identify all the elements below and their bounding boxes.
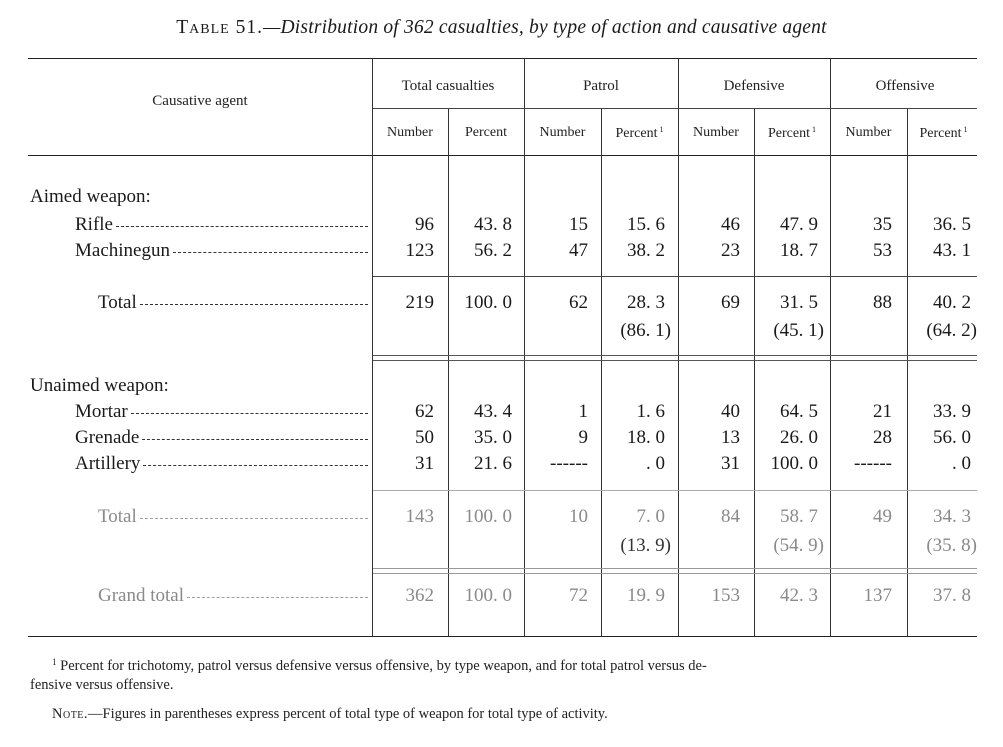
- cell: 143: [405, 506, 434, 527]
- row-label: [30, 292, 368, 314]
- section-label-unaimed: Unaimed weapon:: [30, 375, 169, 396]
- group-header-offensive: Offensive: [875, 78, 935, 94]
- top-rule: [28, 58, 977, 59]
- cell: 72: [569, 585, 588, 606]
- cell: 58. 7: [780, 506, 818, 527]
- row-label-text: Grenade: [75, 427, 140, 448]
- paren-cell: (45. 1): [773, 320, 824, 341]
- leader-dots: [143, 465, 368, 466]
- footnote: [52, 657, 982, 675]
- footnote-text: Percent for trichotomy, patrol versus defensive versus offensive, by type weapon, and for total patrol versus de-: [56, 658, 707, 674]
- row-label: [30, 214, 368, 236]
- subheader-percent: [754, 125, 830, 142]
- cell: 88: [873, 292, 892, 313]
- cell: . 0: [646, 453, 665, 474]
- row-label-text: Machinegun: [75, 240, 170, 261]
- grand-total-row: [0, 585, 1003, 611]
- cell: 47. 9: [780, 214, 818, 235]
- cell: 35. 0: [474, 427, 512, 448]
- group-header-rule: [373, 108, 977, 109]
- cell: 43. 8: [474, 214, 512, 235]
- cell: 34. 3: [933, 506, 971, 527]
- cell: 40: [721, 401, 740, 422]
- table-title: [0, 17, 1003, 39]
- row-label-text: Total: [98, 292, 137, 313]
- table-row: [0, 427, 1003, 453]
- row-label-text: Rifle: [75, 214, 113, 235]
- paren-cell: (64. 2): [926, 320, 977, 341]
- leader-dots: [173, 252, 368, 253]
- group-header-total: Total casualties: [401, 78, 495, 94]
- row-label: [30, 427, 368, 449]
- cell: 31: [415, 453, 434, 474]
- row-label-text: Grand total: [98, 585, 185, 606]
- subheader-number: Number: [539, 125, 586, 140]
- table-row: [0, 401, 1003, 427]
- row-label: [30, 506, 368, 528]
- subheader-number: Number: [845, 125, 892, 140]
- total-row: [0, 292, 1003, 318]
- cell: 7. 0: [636, 506, 665, 527]
- cell: 36. 5: [933, 214, 971, 235]
- group-header-defensive: Defensive: [723, 78, 785, 94]
- cell: 49: [873, 506, 892, 527]
- cell: 31. 5: [780, 292, 818, 313]
- cell: 50: [415, 427, 434, 448]
- cell: 13: [721, 427, 740, 448]
- row-label: [30, 401, 368, 423]
- cell: 15. 6: [627, 214, 665, 235]
- cell: 43. 1: [933, 240, 971, 261]
- footnote-ref: 1: [963, 125, 968, 134]
- cell: 33. 9: [933, 401, 971, 422]
- cell: 46: [721, 214, 740, 235]
- cell: 219: [405, 292, 434, 313]
- paren-cell: (86. 1): [620, 320, 671, 341]
- cell: 35: [873, 214, 892, 235]
- cell: 47: [569, 240, 588, 261]
- cell: 10: [569, 506, 588, 527]
- table-row: [0, 214, 1003, 240]
- leader-dots: [187, 597, 368, 598]
- table-row: [0, 240, 1003, 266]
- leader-dots: [131, 413, 368, 414]
- cell: 21: [873, 401, 892, 422]
- cell: 9: [578, 427, 588, 448]
- footnote-ref: 1: [659, 125, 664, 134]
- section-double-rule: [373, 355, 977, 361]
- cell: 37. 8: [933, 585, 971, 606]
- cell: 31: [721, 453, 740, 474]
- subheader-percent-text: Percent: [919, 126, 962, 141]
- paren-cell: (35. 8): [926, 535, 977, 556]
- cell: 56. 0: [933, 427, 971, 448]
- cell: 1: [578, 401, 588, 422]
- section-label-aimed: Aimed weapon:: [30, 186, 151, 207]
- cell: 43. 4: [474, 401, 512, 422]
- footnote-continued: fensive versus offensive.: [30, 677, 174, 693]
- cell: 53: [873, 240, 892, 261]
- subheader-percent-text: Percent: [615, 126, 658, 141]
- cell: 38. 2: [627, 240, 665, 261]
- cell: 100. 0: [464, 506, 512, 527]
- table-number: Table 51.: [176, 17, 263, 38]
- subheader-percent: [601, 125, 678, 142]
- cell: 40. 2: [933, 292, 971, 313]
- cell: 19. 9: [627, 585, 665, 606]
- row-label: [30, 240, 368, 262]
- cell: 362: [405, 585, 434, 606]
- row-label: [30, 453, 368, 475]
- cell: 23: [721, 240, 740, 261]
- subtotal-rule: [373, 490, 977, 491]
- paren-row: [0, 320, 1003, 346]
- cell: 100. 0: [464, 585, 512, 606]
- cell: ------: [550, 453, 588, 474]
- note-text: —Figures in parentheses express percent of total type of weapon for total type of activity.: [88, 706, 608, 722]
- subheader-percent: Percent: [465, 125, 507, 140]
- paren-row: [0, 535, 1003, 561]
- subtotal-rule: [373, 276, 977, 277]
- note-label: Note.: [52, 706, 89, 722]
- cell: 18. 0: [627, 427, 665, 448]
- subheader-percent-text: Percent: [768, 126, 810, 141]
- footnote-ref: 1: [811, 125, 816, 134]
- cell: 62: [569, 292, 588, 313]
- cell: 137: [863, 585, 892, 606]
- cell: 15: [569, 214, 588, 235]
- cell: 18. 7: [780, 240, 818, 261]
- group-header-patrol: Patrol: [583, 78, 619, 94]
- leader-dots: [140, 304, 368, 305]
- cell: 100. 0: [464, 292, 512, 313]
- leader-dots: [116, 226, 368, 227]
- paren-cell: (54. 9): [773, 535, 824, 556]
- subheader-number: Number: [387, 125, 433, 140]
- header-bottom-rule: [28, 155, 977, 156]
- paren-cell: (13. 9): [620, 535, 671, 556]
- cell: ------: [854, 453, 892, 474]
- row-label: [30, 585, 368, 607]
- cell: 42. 3: [780, 585, 818, 606]
- table-row: [0, 453, 1003, 479]
- subheader-number: Number: [693, 125, 739, 140]
- cell: 56. 2: [474, 240, 512, 261]
- row-label-text: Artillery: [75, 453, 141, 474]
- row-label-text: Total: [98, 506, 137, 527]
- cell: . 0: [952, 453, 971, 474]
- cell: 96: [415, 214, 434, 235]
- cell: 28: [873, 427, 892, 448]
- footnote-mark: 1: [52, 657, 57, 667]
- cell: 64. 5: [780, 401, 818, 422]
- leader-dots: [140, 518, 368, 519]
- stub-header: Causative agent: [152, 93, 248, 109]
- cell: 21. 6: [474, 453, 512, 474]
- table-caption: —Distribution of 362 casualties, by type of action and causative agent: [262, 17, 827, 38]
- cell: 153: [711, 585, 740, 606]
- cell: 28. 3: [627, 292, 665, 313]
- grand-total-double-rule: [373, 568, 977, 574]
- cell: 62: [415, 401, 434, 422]
- cell: 69: [721, 292, 740, 313]
- subheader-percent: [907, 125, 980, 142]
- row-label-text: Mortar: [75, 401, 128, 422]
- cell: 84: [721, 506, 740, 527]
- table-note: [52, 706, 608, 723]
- leader-dots: [142, 439, 368, 440]
- cell: 123: [405, 240, 434, 261]
- total-row: [0, 506, 1003, 532]
- cell: 26. 0: [780, 427, 818, 448]
- cell: 1. 6: [636, 401, 665, 422]
- bottom-rule: [28, 636, 977, 637]
- cell: 100. 0: [770, 453, 818, 474]
